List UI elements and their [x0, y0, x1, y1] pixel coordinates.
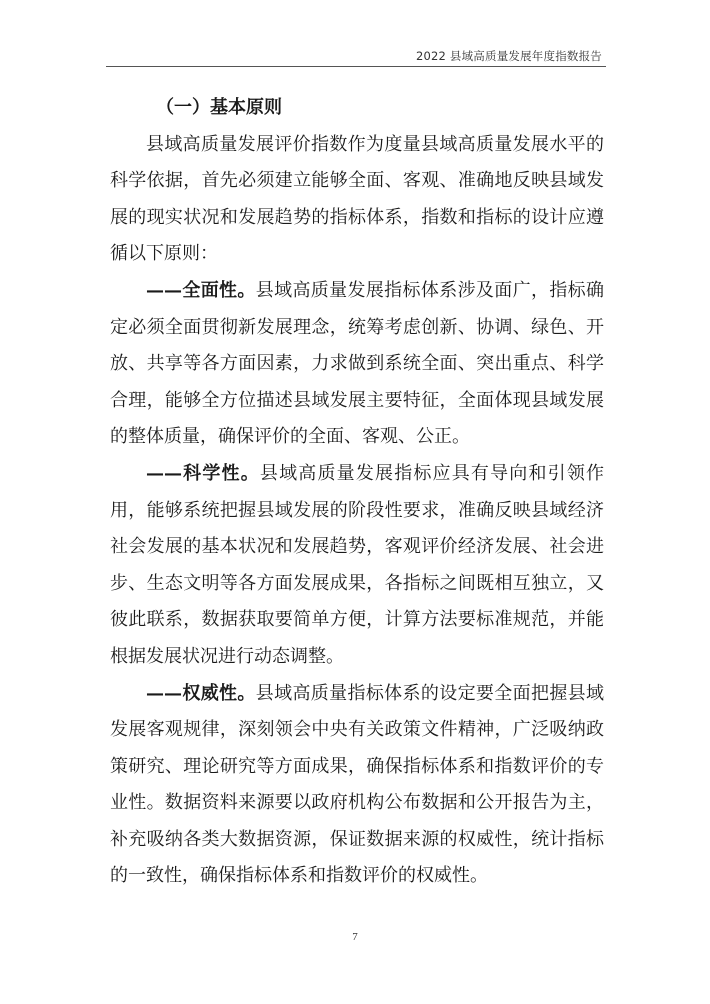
paragraph-lead: ——科学性。 — [146, 462, 260, 484]
paragraph-lead: ——全面性。 — [146, 279, 256, 301]
paragraph-scientificity — [110, 456, 604, 676]
section-title: （一）基本原则 — [156, 97, 282, 118]
paragraph-text: 县域高质量指标体系的设定要全面把握县域发展客观规律，深刻领会中央有关政策文件精神，广泛吸纳政策研究、理论研究等方面成果，确保指标体系和指数评价的专业性。数据资料来源要以政府机构公布数据和公开报告为主，补充吸纳各类大数据资源，保证数据来源的权威性，统计指标的一致性，确保指标体系和指数评价的权威性。 — [110, 682, 605, 887]
running-header: 2022 县域高质量发展年度指数报告 — [415, 49, 602, 63]
paragraph-text: 县域高质量发展指标体系涉及面广，指标确定必须全面贯彻新发展理念，统筹考虑创新、协调、绿色、开放、共享等各方面因素，力求做到系统全面、突出重点、科学合理，能够全方位描述县域发展主要特征，全面体现县域发展的整体质量，确保评价的全面、客观、公正。 — [110, 279, 605, 448]
paragraph-comprehensiveness — [110, 273, 604, 456]
paragraph-text: 县域高质量发展指标应具有导向和引领作用，能够系统把握县域发展的阶段性要求，准确反映县域经济社会发展的基本状况和发展趋势，客观评价经济发展、社会进步、生态文明等各方面发展成果，各指标之间既相互独立，又彼此联系，数据获取要简单方便，计算方法要标准规范，并能根据发展状况进行动态调整。 — [110, 462, 605, 667]
paragraph-text: 县域高质量发展评价指数作为度量县域高质量发展水平的科学依据，首先必须建立能够全面、客观、准确地反映县域发展的现实状况和发展趋势的指标体系，指数和指标的设计应遵循以下原则： — [110, 133, 604, 265]
page-number: 7 — [352, 931, 358, 943]
paragraph-lead: ——权威性。 — [146, 682, 256, 704]
header-rule — [106, 66, 606, 67]
page-body — [110, 90, 604, 895]
paragraph-intro — [110, 127, 604, 273]
paragraph-authority — [110, 676, 604, 896]
